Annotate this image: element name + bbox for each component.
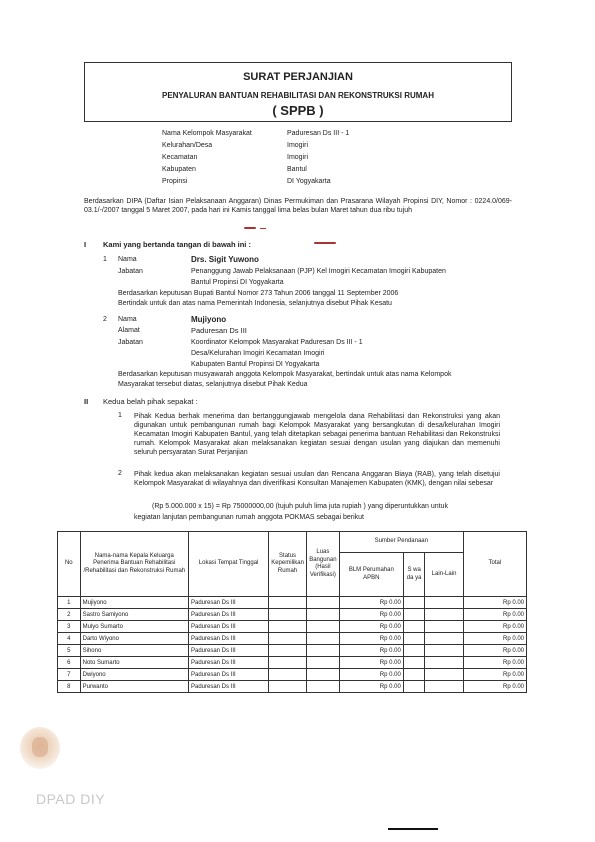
cell-name: Dwiyono: [80, 669, 188, 681]
cell-swadaya: [403, 657, 425, 669]
cell-total: Rp 0.00: [463, 681, 526, 693]
cell-status: [269, 633, 307, 645]
column-header: No: [58, 532, 81, 597]
info-value: Imogiri: [287, 142, 309, 149]
field-label: Jabatan: [118, 268, 143, 275]
cell-status: [269, 609, 307, 621]
cell-status: [269, 681, 307, 693]
cell-other: [425, 597, 463, 609]
cell-status: [269, 657, 307, 669]
cell-other: [425, 657, 463, 669]
cell-no: 4: [58, 633, 81, 645]
field-label: Jabatan: [118, 339, 143, 346]
cell-swadaya: [403, 669, 425, 681]
cell-swadaya: [403, 621, 425, 633]
party2-position: Desa/Kelurahan Imogiri Kecamatan Imogiri: [191, 350, 325, 357]
seal-emblem: [32, 737, 48, 757]
cell-blm: Rp 0.00: [339, 657, 403, 669]
cell-total: Rp 0.00: [463, 657, 526, 669]
cell-name: Darto Wiyono: [80, 633, 188, 645]
cell-blm: Rp 0.00: [339, 597, 403, 609]
document-code: ( SPPB ): [272, 103, 324, 118]
table-row: [58, 621, 527, 633]
info-label: Propinsi: [162, 178, 188, 185]
party2-act: Berdasarkan keputusan musyawarah anggota Kelompok Masyarakat, bertindak untuk atas nama Kelompok: [118, 371, 452, 378]
cell-name: Noto Sumarto: [80, 657, 188, 669]
cell-location: Paduresan Ds III: [188, 669, 268, 681]
cell-other: [425, 633, 463, 645]
field-label: Nama: [118, 316, 137, 323]
clause-number: 1: [118, 412, 122, 419]
cell-location: Paduresan Ds III: [188, 633, 268, 645]
title-box: [84, 62, 512, 122]
cell-blm: Rp 0.00: [339, 645, 403, 657]
cell-status: [269, 597, 307, 609]
amount-purpose: kegiatan lanjutan pembangunan rumah anggota POKMAS sebagai berikut: [134, 514, 364, 521]
cell-swadaya: [403, 597, 425, 609]
section-number: II: [84, 397, 89, 406]
scribble-mark: [314, 242, 336, 244]
cell-blm: Rp 0.00: [339, 681, 403, 693]
cell-blm: Rp 0.00: [339, 669, 403, 681]
column-header: Luas Bangunan (Hasil Verifikasi): [306, 532, 339, 597]
cell-status: [269, 669, 307, 681]
cell-total: Rp 0.00: [463, 609, 526, 621]
cell-no: 1: [58, 597, 81, 609]
party1-name: Drs. Sigit Yuwono: [191, 255, 259, 264]
column-header: Lokasi Tempat Tinggal: [188, 532, 268, 597]
cell-other: [425, 681, 463, 693]
cell-name: Mulyo Sumarto: [80, 621, 188, 633]
cell-location: Paduresan Ds III: [188, 645, 268, 657]
clause-text: Pihak Kedua berhak menerima dan bertanggungjawab mengelola dana Rehabilitasi dan Rekonstruksi yang akan digunakan untuk pembangunan rumah bagi Kelompok Masyarakat yang bersangkutan di desa/kelurahan Imogiri Kecamatan Imogiri Kabupaten Bantul, yang telah ditetapkan sebagai penerima bantuan Rehabilitasi dan Rekonstruksi rumah. Kelompok Masyarakat akan melaksanakan kegiatan sesuai dengan usulan yang diajukan dan memenuhi seluruh persyaratan Surat Perjanjian: [134, 413, 500, 456]
party2-act: Masyarakat tersebut diatas, selanjutnya disebut Pihak Kedua: [118, 381, 308, 388]
cell-total: Rp 0.00: [463, 645, 526, 657]
field-label: Nama: [118, 256, 137, 263]
cell-name: Sastro Samiyono: [80, 609, 188, 621]
cell-total: Rp 0.00: [463, 633, 526, 645]
footer-line: [388, 828, 438, 830]
field-label: Alamat: [118, 327, 140, 334]
cell-location: Paduresan Ds III: [188, 621, 268, 633]
column-header: Status Kepemilikan Rumah: [269, 532, 307, 597]
party1-decree: Berdasarkan keputusan Bupati Bantul Nomor 273 Tahun 2006 tanggal 11 September 2006: [118, 290, 399, 297]
info-label: Kelurahan/Desa: [162, 142, 213, 149]
cell-blm: Rp 0.00: [339, 609, 403, 621]
info-value: Bantul: [287, 166, 307, 173]
cell-swadaya: [403, 681, 425, 693]
cell-location: Paduresan Ds III: [188, 597, 268, 609]
beneficiary-table: [57, 531, 527, 693]
cell-location: Paduresan Ds III: [188, 681, 268, 693]
cell-name: Purwanto: [80, 681, 188, 693]
cell-swadaya: [403, 633, 425, 645]
government-seal-icon: [20, 727, 60, 769]
cell-area: [306, 657, 339, 669]
cell-no: 3: [58, 621, 81, 633]
table-row: [58, 657, 527, 669]
info-label: Kecamatan: [162, 154, 198, 161]
intro-paragraph: Berdasarkan DIPA (Daftar Isian Pelaksanaan Anggaran) Dinas Permukiman dan Prasarana Wilayah Propinsi DIY, Nomor : 0224.0/069-03.1/-/2007 tanggal 5 Maret 2007, pada hari ini Kamis tanggal lima belas bulan Maret tahun dua ribu tujuh: [84, 198, 512, 214]
cell-area: [306, 669, 339, 681]
party2-position: Kabupaten Bantul Propinsi DI Yogyakarta: [191, 361, 320, 368]
table-row: [58, 597, 527, 609]
cell-total: Rp 0.00: [463, 621, 526, 633]
document-title: SURAT PERJANJIAN: [243, 71, 353, 83]
party-number: 1: [103, 256, 107, 263]
column-header: BLM Perumahan APBN: [339, 553, 403, 597]
cell-name: Sihono: [80, 645, 188, 657]
cell-other: [425, 669, 463, 681]
cell-total: Rp 0.00: [463, 597, 526, 609]
cell-status: [269, 645, 307, 657]
cell-area: [306, 597, 339, 609]
cell-other: [425, 645, 463, 657]
cell-status: [269, 621, 307, 633]
column-header: Sumber Pendanaan: [339, 532, 463, 553]
cell-name: Mujiyono: [80, 597, 188, 609]
party1-act: Bertindak untuk dan atas nama Pemerintah Indonesia, selanjutnya disebut Pihak Kesatu: [118, 300, 392, 307]
cell-area: [306, 621, 339, 633]
scribble-mark: [260, 228, 266, 229]
party2-address: Paduresan Ds III: [191, 326, 247, 335]
watermark-text: DPAD DIY: [36, 791, 106, 807]
table-row: [58, 645, 527, 657]
info-label: Kabupaten: [162, 166, 196, 173]
column-header: Total: [463, 532, 526, 597]
cell-swadaya: [403, 645, 425, 657]
column-header: S wa da ya: [403, 553, 425, 597]
section-number: I: [84, 240, 87, 249]
scribble-mark: [244, 227, 256, 229]
cell-no: 6: [58, 657, 81, 669]
section-heading: Kedua belah pihak sepakat :: [103, 397, 198, 406]
info-label: Nama Kelompok Masyarakat: [162, 130, 252, 137]
info-value: DI Yogyakarta: [287, 178, 331, 185]
info-value: Paduresan Ds III - 1: [287, 130, 350, 137]
info-value: Imogiri: [287, 154, 309, 161]
clause-number: 2: [118, 470, 122, 477]
cell-location: Paduresan Ds III: [188, 657, 268, 669]
cell-other: [425, 621, 463, 633]
cell-other: [425, 609, 463, 621]
party2-position: Koordinator Kelompok Masyarakat Paduresan Ds III - 1: [191, 339, 363, 346]
party1-position: Bantul Propinsi DI Yogyakarta: [191, 279, 284, 286]
cell-blm: Rp 0.00: [339, 621, 403, 633]
cell-no: 2: [58, 609, 81, 621]
document-subtitle: PENYALURAN BANTUAN REHABILITASI DAN REKONSTRUKSI RUMAH: [161, 91, 434, 100]
table-row: [58, 633, 527, 645]
cell-no: 8: [58, 681, 81, 693]
cell-area: [306, 681, 339, 693]
column-header: Nama-nama Kepala Keluarga Penerima Bantuan Rehabilitasi /Rehabilitasi dan Rekonstruksi Rumah: [80, 532, 188, 597]
column-header: Lain-Lain: [425, 553, 463, 597]
party2-name: Mujiyono: [191, 315, 227, 324]
clause-text: Pihak kedua akan melaksanakan kegiatan sesuai usulan dan Rencana Anggaran Biaya (RAB), yang telah disetujui Kelompok Masyarakat di wilayahnya dan diverifikasi Konsultan Manajemen Kabupaten (KMK), dengan nilai sebesar: [134, 471, 500, 487]
table-row: [58, 669, 527, 681]
cell-location: Paduresan Ds III: [188, 609, 268, 621]
table-row: [58, 681, 527, 693]
cell-area: [306, 645, 339, 657]
cell-area: [306, 609, 339, 621]
amount-calculation: (Rp 5.000.000 x 15) = Rp 75000000,00 (tujuh puluh lima juta rupiah ) yang diperuntukkan untuk: [152, 503, 448, 510]
cell-total: Rp 0.00: [463, 669, 526, 681]
cell-blm: Rp 0.00: [339, 633, 403, 645]
cell-area: [306, 633, 339, 645]
party1-position: Penanggung Jawab Pelaksanaan (PJP) Kel Imogiri Kecamatan Imogiri Kabupaten: [191, 268, 446, 275]
party-number: 2: [103, 316, 107, 323]
cell-no: 5: [58, 645, 81, 657]
section-heading: Kami yang bertanda tangan di bawah ini :: [103, 240, 251, 249]
cell-no: 7: [58, 669, 81, 681]
cell-swadaya: [403, 609, 425, 621]
table-row: [58, 609, 527, 621]
